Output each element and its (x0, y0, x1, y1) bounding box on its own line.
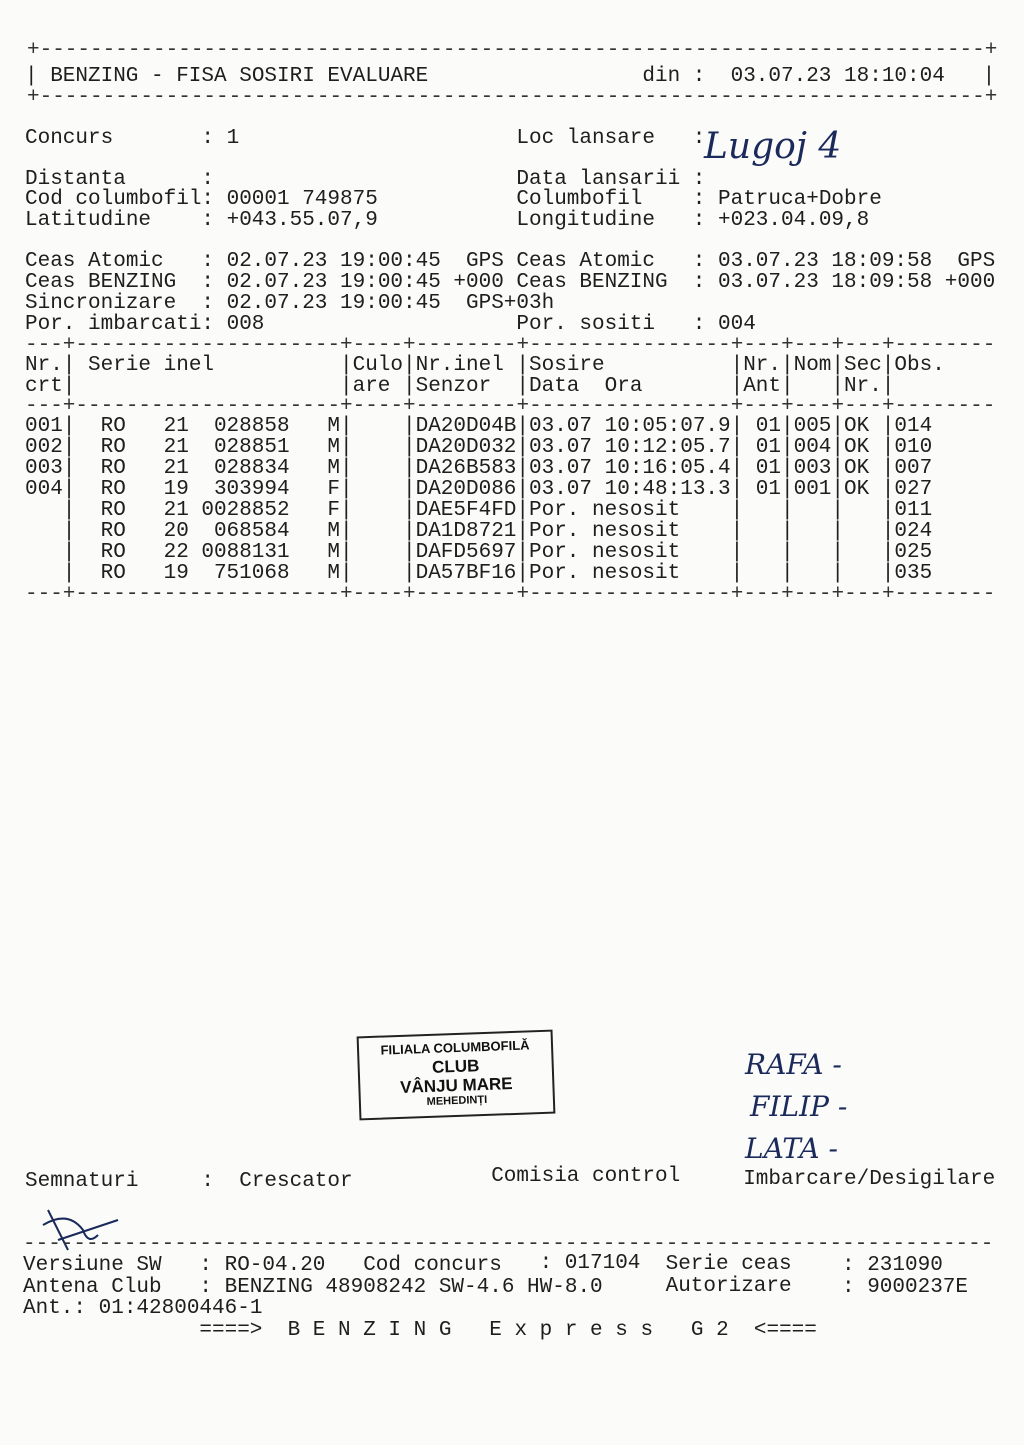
cell-obs: 014 (894, 415, 933, 438)
cell-sex: M (327, 415, 340, 438)
longitudine-label: Longitudine (516, 209, 656, 232)
col-ant-header: Nr. (743, 354, 781, 377)
cell-sensor: DA20D086 (415, 478, 517, 501)
end-ceas-benzing: 03.07.23 18:09:58 (718, 271, 933, 294)
footer-row-1: Versiune SW : RO-04.20 Cod concurs : 017104 Serie ceas : 231090 (23, 1252, 943, 1277)
column-separator: | (730, 457, 744, 480)
cell-number: 0028852 (201, 499, 290, 522)
column-separator: | (881, 436, 895, 459)
cell-sex: M (327, 541, 340, 564)
col-nom-header: Nom (793, 354, 832, 377)
cell-number: 068584 (213, 520, 290, 543)
cell-country: RO (100, 520, 126, 543)
autorizare-label: Autorizare (665, 1275, 792, 1298)
column-separator: | (781, 520, 794, 543)
sincronizare-label: Sincronizare (25, 292, 177, 315)
concurs-value: 1 (226, 127, 240, 150)
column-separator: | (516, 541, 529, 564)
cell-arrival: Por. nesosit (529, 541, 681, 564)
footer-row-3 (23, 1298, 1023, 1319)
cell-country: RO (100, 541, 126, 564)
cell-year: 20 (163, 520, 189, 543)
column-separator: | (730, 499, 744, 522)
crescator-label: Crescator (239, 1170, 353, 1193)
cell-country: RO (100, 562, 126, 585)
signatures-row: Semnaturi : Crescator Comisia control Imbarcare/Desigilare (25, 1165, 996, 1193)
cell-nom: 005 (793, 415, 832, 438)
column-separator: | (62, 562, 76, 585)
table-row (25, 542, 1024, 563)
signature-filip: FILIP - (750, 1090, 857, 1123)
column-separator: | (340, 499, 353, 522)
stamp-line-4: MEHEDINȚI (426, 1093, 488, 1109)
cell-arrival: 03.07 10:12:05.7 (529, 436, 731, 459)
benzing-banner: ====> B E N Z I N G E x p r e s s G 2 <==== (199, 1319, 817, 1342)
column-separator: | (730, 415, 744, 438)
column-separator: | (403, 478, 416, 501)
cell-obs: 027 (894, 478, 933, 501)
stamp-line-1: FILIALA COLUMBOFILĂ (380, 1037, 530, 1058)
cell-arrival: 03.07 10:16:05.4 (529, 457, 731, 480)
cell-nr: 002 (25, 436, 63, 459)
imbarcati-value: 008 (226, 313, 265, 336)
column-separator: | (62, 541, 76, 564)
ceas-atomic-label-end: Ceas Atomic (516, 250, 656, 273)
concurs-label: Concurs (25, 127, 114, 150)
column-separator: | (781, 415, 794, 438)
col-culoare-header: Culo (352, 354, 404, 377)
start-ceas-atomic: 02.07.23 19:00:45 (226, 250, 441, 273)
column-separator: | (781, 499, 794, 522)
cell-number: 028858 (213, 415, 290, 438)
cell-country: RO (100, 499, 126, 522)
cell-number: 751068 (213, 562, 290, 585)
cell-sensor: DA1D8721 (415, 520, 517, 543)
start-ceas-atomic-src: GPS (466, 250, 504, 273)
column-separator: | (403, 520, 416, 543)
cell-obs: 025 (894, 541, 933, 564)
latitudine-label: Latitudine (25, 209, 152, 232)
antena-label: Antena Club (23, 1276, 162, 1299)
cell-sensor: DA20D032 (415, 436, 517, 459)
end-ceas-atomic-src: GPS (957, 250, 996, 273)
cell-year: 21 (163, 436, 189, 459)
col-ant-header-2: Ant (743, 375, 781, 398)
column-separator: | (516, 457, 529, 480)
column-separator: | (340, 520, 353, 543)
col-sec-header-2: Nr. (844, 375, 882, 398)
footer-row-2: Antena Club : BENZING 48908242 SW-4.6 HW-8.0 Autorizare : 9000237E (23, 1275, 969, 1299)
table-row (25, 479, 1024, 500)
sincronizare-value: 02.07.23 19:00:45 (226, 292, 441, 315)
cod-concurs-value: 017104 (564, 1252, 641, 1275)
column-separator: | (516, 562, 529, 585)
sincronizare-src: GPS+03h (466, 292, 555, 315)
cod-concurs-label: Cod concurs (363, 1254, 502, 1277)
antenna-id: Ant.: 01:42800446-1 (23, 1297, 263, 1320)
cell-arrival: 03.07 10:48:13.3 (529, 478, 731, 501)
info-row-coords: Latitudine : +043.55.07,9 Longitudine : +023.04.09,8 (25, 209, 870, 232)
cell-sex: F (327, 499, 340, 522)
cell-sensor: DA57BF16 (415, 562, 517, 585)
column-separator: | (403, 562, 416, 585)
info-row-cod: Cod columbofil : 00001 749875 Columbofil : Patruca+Dobre (25, 188, 882, 211)
col-nr-header: Nr. (25, 354, 63, 377)
info-row-sincronizare: Sincronizare : 02.07.23 19:00:45 GPS+03h (25, 292, 555, 315)
column-separator: | (831, 436, 844, 459)
cell-country: RO (100, 478, 126, 501)
columbofil-label: Columbofil (516, 188, 643, 211)
info-row-ceas-benzing: Ceas BENZING : 02.07.23 19:00:45 +000 Ceas BENZING : 03.07.23 18:09:58 +000 (25, 271, 996, 294)
column-separator: | (516, 478, 529, 501)
club-stamp (357, 1030, 556, 1121)
info-row-ceas-atomic: Ceas Atomic : 02.07.23 19:00:45 GPS Ceas Atomic : 03.07.23 18:09:58 GPS (25, 250, 996, 273)
cell-ant: 01 (755, 436, 781, 459)
column-separator: | (516, 415, 529, 438)
column-separator: | (881, 520, 895, 543)
col-obs-header: Obs. (894, 354, 945, 377)
column-separator: | (881, 457, 895, 480)
start-ceas-benzing-offset: +000 (453, 271, 504, 294)
cell-nom: 001 (793, 478, 832, 501)
loc-lansare-handwritten: Lugoj 4 (704, 126, 842, 167)
footer-row-4 (23, 1320, 1023, 1341)
versiune-label: Versiune SW (23, 1254, 162, 1277)
cell-year: 21 (163, 415, 189, 438)
autorizare-value: 9000237E (867, 1276, 969, 1299)
table-row (25, 458, 1024, 479)
cod-columbofil-value: 00001 749875 (226, 188, 378, 211)
signature-lata: LATA - (745, 1132, 847, 1165)
cell-sex: M (327, 562, 340, 585)
antena-value: BENZING 48908242 SW-4.6 HW-8.0 (224, 1276, 603, 1299)
cell-sensor: DA26B583 (415, 457, 517, 480)
column-separator: | (781, 436, 794, 459)
column-separator: | (403, 499, 416, 522)
col-inel-header-2: Senzor (415, 375, 492, 398)
col-inel-header: Nr.inel (415, 354, 504, 377)
column-separator: | (831, 499, 844, 522)
cell-nom: 003 (793, 457, 832, 480)
cell-nom: 004 (793, 436, 832, 459)
cell-arrival: 03.07 10:05:07.9 (529, 415, 731, 438)
column-separator: | (831, 541, 844, 564)
data-lansarii-label: Data lansarii (516, 168, 681, 191)
column-separator: | (730, 562, 744, 585)
header-border-bottom: +---------------------------------------------------------------------------+ (27, 86, 998, 109)
document-title: BENZING - FISA SOSIRI EVALUARE (50, 65, 429, 88)
table-row (25, 416, 1024, 437)
cell-obs: 010 (894, 436, 933, 459)
cell-arrival: Por. nesosit (529, 499, 681, 522)
cell-year: 19 (163, 478, 189, 501)
semnaturi-label: Semnaturi (25, 1170, 139, 1193)
cell-year: 19 (163, 562, 189, 585)
signature-rafa: RAFA - (745, 1048, 851, 1081)
table-row (25, 437, 1024, 458)
cell-year: 22 (163, 541, 189, 564)
column-separator: | (781, 457, 794, 480)
col-sec-header: Sec (844, 354, 882, 377)
info-row-porumbei: Por. imbarcati : 008 Por. sositi : 004 (25, 313, 756, 336)
cell-sec: OK (844, 478, 870, 501)
cell-sex: M (327, 457, 340, 480)
cell-sensor: DA20D04B (415, 415, 517, 438)
sositi-label: Por. sositi (516, 313, 656, 336)
column-separator: | (730, 520, 744, 543)
column-separator: | (340, 478, 353, 501)
column-separator: | (831, 457, 844, 480)
column-separator: | (881, 562, 895, 585)
stamp-line-2: CLUB (431, 1056, 480, 1077)
sositi-value: 004 (718, 313, 756, 336)
cell-number: 0088131 (201, 541, 290, 564)
column-separator: | (881, 499, 895, 522)
serie-ceas-label: Serie ceas (665, 1253, 792, 1276)
column-separator: | (881, 478, 895, 501)
cell-country: RO (100, 415, 126, 438)
column-separator: | (62, 436, 76, 459)
column-separator: | (730, 541, 744, 564)
cell-sex: M (327, 520, 340, 543)
cell-sensor: DAE5F4FD (415, 499, 517, 522)
column-separator: | (340, 436, 353, 459)
cell-number: 028851 (213, 436, 290, 459)
imbarcare-label: Imbarcare/Desigilare (743, 1168, 996, 1191)
cell-sensor: DAFD5697 (415, 541, 517, 564)
cell-country: RO (100, 457, 126, 480)
column-separator: | (340, 562, 353, 585)
cell-sex: F (327, 478, 340, 501)
ceas-atomic-label: Ceas Atomic (25, 250, 164, 273)
start-ceas-benzing: 02.07.23 19:00:45 (226, 271, 441, 294)
latitudine-value: +043.55.07,9 (226, 209, 378, 232)
versiune-value: RO-04.20 (224, 1254, 326, 1277)
column-separator: | (62, 499, 76, 522)
column-separator: | (730, 478, 744, 501)
cell-obs: 024 (894, 520, 933, 543)
info-row-distanta: Distanta : Data lansarii : (25, 168, 706, 191)
longitudine-value: +023.04.09,8 (718, 209, 870, 232)
column-separator: | (831, 415, 844, 438)
column-separator: | (403, 436, 416, 459)
cell-sec: OK (844, 457, 870, 480)
cell-obs: 035 (894, 562, 933, 585)
column-separator: | (516, 436, 529, 459)
cell-sex: M (327, 436, 340, 459)
col-serie-header: Serie inel (88, 354, 215, 377)
cell-year: 21 (163, 457, 189, 480)
cell-sec: OK (844, 436, 870, 459)
col-culoare-header-2: are (352, 375, 391, 398)
cell-number: 303994 (213, 478, 290, 501)
column-separator: | (730, 436, 744, 459)
distanta-label: Distanta (25, 168, 126, 191)
cell-nr: 003 (25, 457, 63, 480)
cell-ant: 01 (755, 478, 781, 501)
table-header-row-1: Nr. | Serie inel | Culo | Nr.inel | Sosire | Nr. | Nom | Sec | Obs. (25, 354, 945, 377)
footer-divider: ----------------------------------------------------------------------------- (23, 1233, 994, 1256)
column-separator: | (881, 541, 895, 564)
cell-arrival: Por. nesosit (529, 520, 681, 543)
column-separator: | (831, 478, 844, 501)
cell-number: 028834 (213, 457, 290, 480)
column-separator: | (340, 457, 353, 480)
cell-ant: 01 (755, 457, 781, 480)
loc-lansare-label: Loc lansare (516, 127, 656, 150)
info-row-concurs: Concurs : 1 Loc lansare : (25, 127, 706, 150)
cell-arrival: Por. nesosit (529, 562, 681, 585)
cod-columbofil-label: Cod columbofil (25, 188, 202, 211)
column-separator: | (403, 541, 416, 564)
cell-country: RO (100, 436, 126, 459)
end-ceas-atomic: 03.07.23 18:09:58 (718, 250, 933, 273)
table-header-divider: ---+---------------------+----+--------+----------------+---+---+---+-------- (25, 395, 996, 418)
cell-nr: 001 (25, 415, 63, 438)
cell-ant: 01 (755, 415, 781, 438)
ceas-benzing-label: Ceas BENZING (25, 271, 177, 294)
column-separator: | (62, 415, 76, 438)
column-separator: | (831, 520, 844, 543)
printed-datetime: 03.07.23 18:10:04 (730, 65, 945, 88)
cell-obs: 007 (894, 457, 933, 480)
column-separator: | (516, 499, 529, 522)
header-border-top: +---------------------------------------------------------------------------+ (27, 39, 998, 62)
column-separator: | (62, 478, 76, 501)
column-separator: | (881, 415, 895, 438)
column-separator: | (403, 415, 416, 438)
cell-sec: OK (844, 415, 870, 438)
serie-ceas-value: 231090 (867, 1254, 943, 1277)
column-separator: | (62, 520, 76, 543)
header-line: | BENZING - FISA SOSIRI EVALUARE din : 03.07.23 18:10:04 | (25, 65, 996, 88)
column-separator: | (831, 562, 844, 585)
column-separator: | (403, 457, 416, 480)
col-sosire-header-2: Data Ora (529, 375, 643, 398)
end-ceas-benzing-offset: +000 (944, 271, 996, 294)
column-separator: | (781, 541, 794, 564)
cell-nr: 004 (25, 478, 63, 501)
comisia-label: Comisia control (491, 1165, 681, 1188)
imbarcati-label: Por. imbarcati (25, 313, 202, 336)
cell-obs: 011 (894, 499, 933, 522)
columbofil-value: Patruca+Dobre (718, 188, 882, 211)
col-nr-header-2: crt (25, 375, 63, 398)
table-border-bottom: ---+---------------------+----+--------+----------------+---+---+---+-------- (25, 583, 996, 606)
table-row (25, 500, 1024, 521)
column-separator: | (781, 478, 794, 501)
column-separator: | (62, 457, 76, 480)
din-label: din : (642, 65, 706, 88)
table-row (25, 563, 1024, 584)
column-separator: | (516, 520, 529, 543)
col-sosire-header: Sosire (529, 354, 605, 377)
table-row (25, 521, 1024, 542)
ceas-benzing-label-end: Ceas BENZING (516, 271, 668, 294)
column-separator: | (340, 415, 353, 438)
stamp-line-3: VÂNJU MARE (399, 1074, 513, 1097)
table-border-top: ---+---------------------+----+--------+----------------+---+---+---+-------- (25, 334, 996, 357)
table-header-row-2: crt | | are | Senzor | Data Ora | Ant | | Nr. | (25, 375, 895, 398)
cell-year: 21 (163, 499, 189, 522)
column-separator: | (340, 541, 353, 564)
column-separator: | (781, 562, 794, 585)
